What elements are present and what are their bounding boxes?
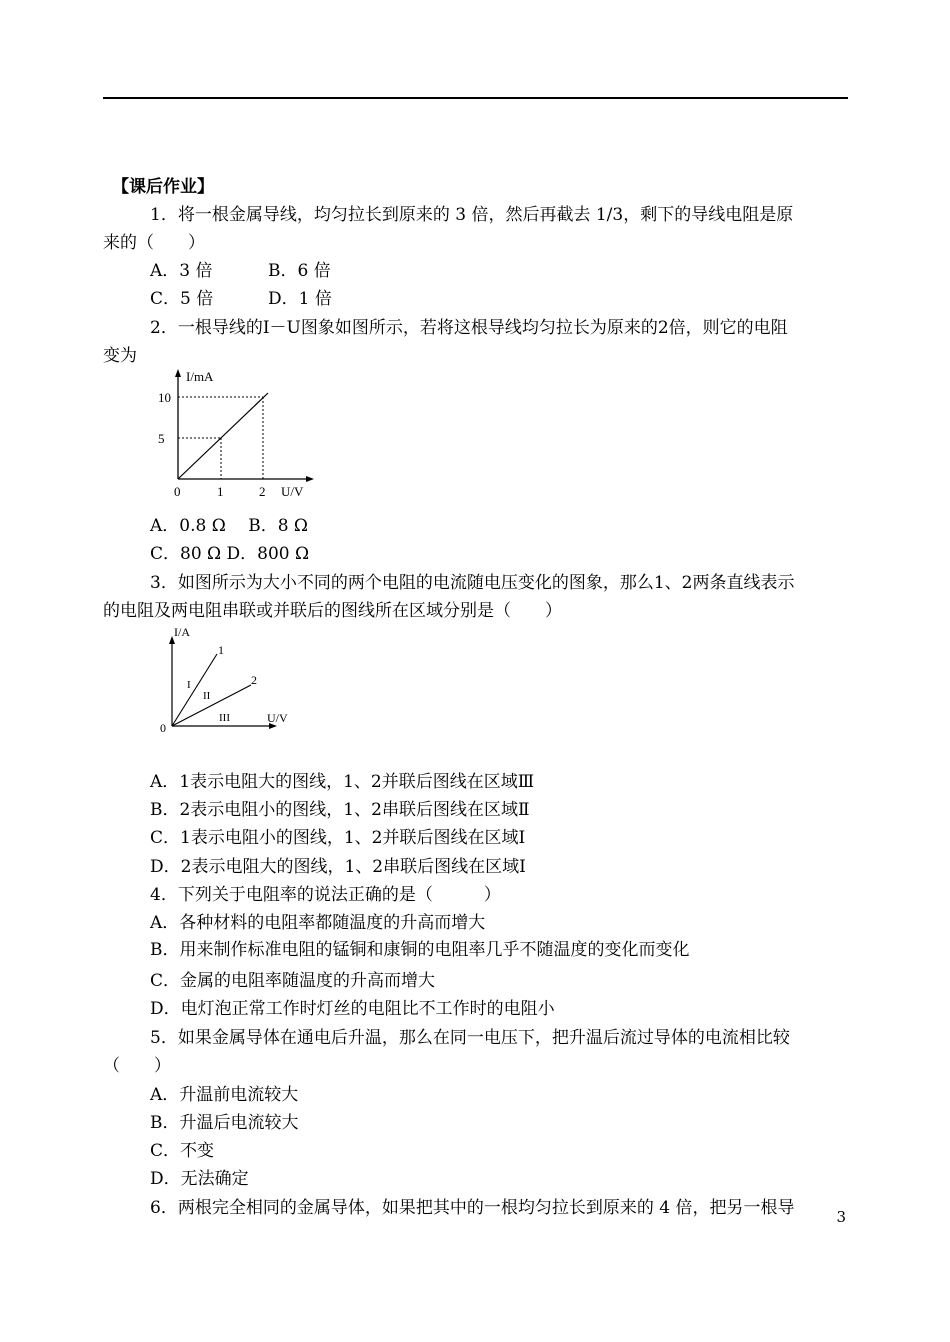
- q1-option-a: A．3 倍: [150, 261, 213, 281]
- q5-option-c: C．不变: [150, 1141, 215, 1161]
- q3-line-2: [172, 685, 251, 726]
- q4-stem: 4．下列关于电阻率的说法正确的是（ ）: [150, 885, 501, 905]
- q2-options-ab: A．0.8 Ω B．8 Ω: [150, 516, 309, 536]
- q2-ylabel: I/mA: [186, 369, 214, 384]
- q4-option-a: A．各种材料的电阻率都随温度的升高而增大: [150, 913, 486, 933]
- q1-option-c: C．5 倍: [150, 289, 214, 309]
- q3-stem-line1: 3．如图所示为大小不同的两个电阻的电流随电压变化的图象，那么1、2两条直线表示: [150, 573, 795, 593]
- q3-region-3: III: [219, 712, 230, 724]
- q3-option-c: C．1表示电阻小的图线，1、2并联后图线在区域Ⅰ: [150, 828, 526, 848]
- q5-option-b: B．升温后电流较大: [150, 1113, 299, 1133]
- q3-iu-graph: [155, 622, 300, 737]
- q1-stem-line2: 来的（ ）: [103, 233, 205, 253]
- q2-ytick-10: 10: [158, 390, 171, 405]
- q1-stem-line1: 1．将一根金属导线，均匀拉长到原来的 3 倍，然后再截去 1/3，剩下的导线电阻是原: [150, 205, 794, 225]
- q2-origin: 0: [174, 484, 181, 499]
- q3-option-d: D．2表示电阻大的图线，1、2串联后图线在区域Ⅰ: [150, 857, 526, 877]
- q3-ylabel: I/A: [174, 625, 190, 639]
- q2-iu-graph: [150, 365, 325, 505]
- q1-option-b: B．6 倍: [268, 261, 331, 281]
- q2-xlabel: U/V: [281, 484, 304, 499]
- section-title: 【课后作业】: [112, 177, 214, 197]
- q2-stem-line2: 变为: [103, 346, 137, 366]
- q2-y-arrow: [175, 369, 181, 377]
- q3-region-2: II: [203, 690, 211, 702]
- q3-origin: 0: [160, 721, 166, 735]
- q1-option-d: D．1 倍: [268, 289, 332, 309]
- q5-stem-line1: 5．如果金属导体在通电后升温，那么在同一电压下，把升温后流过导体的电流相比较: [150, 1028, 790, 1048]
- q2-ytick-5: 5: [158, 431, 165, 446]
- q3-xlabel: U/V: [267, 711, 288, 725]
- q4-option-d: D．电灯泡正常工作时灯丝的电阻比不工作时的电阻小: [150, 999, 555, 1019]
- q2-x-arrow: [306, 476, 314, 482]
- q4-option-c: C．金属的电阻率随温度的升高而增大: [150, 971, 436, 991]
- q2-xtick-2: 2: [259, 484, 266, 499]
- page-number: 3: [836, 1208, 846, 1226]
- q3-line2-label: 2: [251, 673, 257, 687]
- header-rule: [103, 97, 848, 99]
- q4-option-b: B．用来制作标准电阻的锰铜和康铜的电阻率几乎不随温度的变化而变化: [150, 940, 690, 960]
- q2-stem-line1: 2．一根导线的I－U图象如图所示，若将这根导线均匀拉长为原来的2倍，则它的电阻: [150, 318, 788, 338]
- q3-option-b: B．2表示电阻小的图线，1、2串联后图线在区域Ⅱ: [150, 800, 530, 820]
- q3-line1-label: 1: [218, 643, 224, 657]
- q2-xtick-1: 1: [217, 484, 224, 499]
- q5-stem-line2: （ ）: [103, 1056, 171, 1076]
- q3-stem-line2: 的电阻及两电阻串联或并联后的图线所在区域分别是（ ）: [103, 601, 562, 621]
- q2-iu-line: [178, 393, 268, 479]
- q2-options-cd: C．80 Ω D．800 Ω: [150, 544, 310, 564]
- q3-option-a: A．1表示电阻大的图线，1、2并联后图线在区域Ⅲ: [150, 772, 535, 792]
- q5-option-a: A．升温前电流较大: [150, 1085, 299, 1105]
- q5-option-d: D．无法确定: [150, 1169, 249, 1189]
- q3-region-1: I: [187, 679, 191, 691]
- q6-stem-line1: 6．两根完全相同的金属导体，如果把其中的一根均匀拉长到原来的 4 倍，把另一根导: [150, 1198, 795, 1218]
